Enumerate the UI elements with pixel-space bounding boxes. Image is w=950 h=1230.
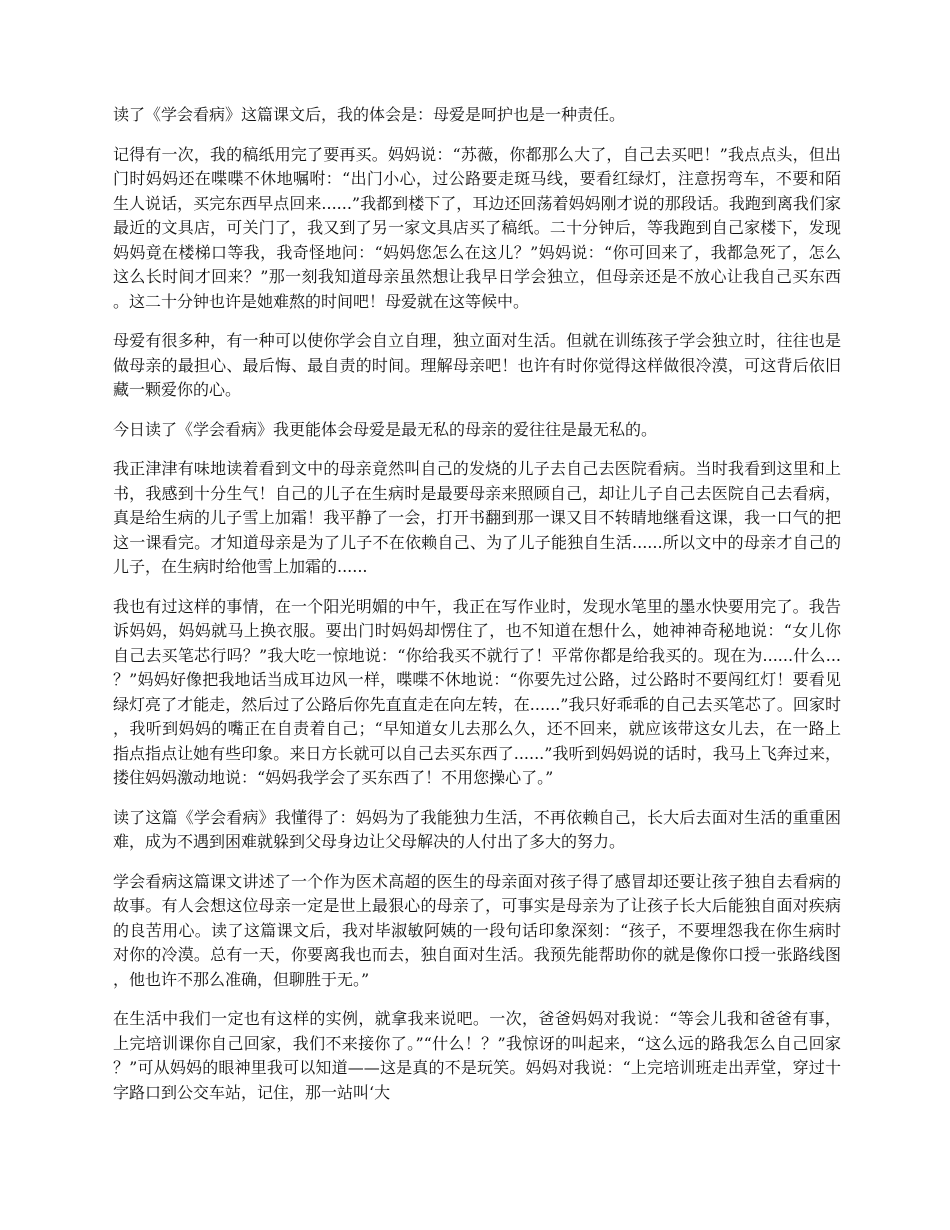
paragraph-1: 读了《学会看病》这篇课文后，我的体会是：母爱是呵护也是一种责任。	[113, 105, 626, 124]
paragraph-4: 今日读了《学会看病》我更能体会母爱是最无私的母亲的爱往往是最无私的。	[113, 419, 658, 439]
paragraph-2: 记得有一次，我的稿纸用完了要再买。妈妈说：“苏薇，你都那么大了，自己去买吧！”我点点头，但出门时妈妈还在喋喋不休地嘱咐：“出门小心，过公路要走斑马线，要看红绿灯，注意拐弯车，不要和陌生人说话，买完东西早点回来......”我都到楼下了，耳边还回荡着妈妈刚才说的那段话。我跑到离我们家最近的文具店，可关门了，我又到了另一家文具店买了稿纸。二十分钟后，等我跑到自己家楼下，发现妈妈竟在楼梯口等我，我奇怪地问：“妈妈您怎么在这儿？”妈妈说：“你可回来了，我都急死了，怎么这么长时间才回来？”那一刻我知道母亲虽然想让我早日学会独立，但母亲还是不放心让我自己买东西。这二十分钟也许是她难熬的时间吧！母爱就在这等候中。	[113, 144, 841, 311]
paragraph-9: 在生活中我们一定也有这样的实例，就拿我来说吧。一次，爸爸妈妈对我说：“等会儿我和爸爸有事，上完培训课你自己回家，我们不来接你了。”“什么！？”我惊讶的叫起来，“这么远的路我怎么自己回家？”可从妈妈的眼神里我可以知道——这是真的不是玩笑。妈妈对我说：“上完培训班走出弄堂，穿过十字路口到公交车站，记住，那一站叫‘大	[113, 1009, 841, 1102]
paragraph-8: 学会看病这篇课文讲述了一个作为医术高超的医生的母亲面对孩子得了感冒却还要让孩子独自去看病的故事。有人会想这位母亲一定是世上最狠心的母亲了，可事实是母亲为了让孩子长大后能独自面对疾病的良苦用心。读了这篇课文后，我对毕淑敏阿姨的一段句话印象深刻：“孩子，不要埋怨我在你生病时对你的冷漠。总有一天，你要离我也而去，独自面对生活。我预先能帮助你的就是像你口授一张路线图，他也许不那么准确，但聊胜于无。”	[113, 871, 841, 989]
paragraph-5: 我正津津有味地读着看到文中的母亲竟然叫自己的发烧的儿子去自己去医院看病。当时我看到这里和上书，我感到十分生气！自己的儿子在生病时是最要母亲来照顾自己，却让儿子自己去医院自己去看病，真是给生病的儿子雪上加霜！我平静了一会，打开书翻到那一课又目不转睛地继看这课，我一口气的把这一课看完。才知道母亲是为了儿子不在依赖自己、为了儿子能独自生活......所以文中的母亲才自己的儿子，在生病时给他雪上加霜的......	[113, 459, 841, 576]
paragraph-3: 母爱有很多种，有一种可以使你学会自立自理，独立面对生活。但就在训练孩子学会独立时，往往也是做母亲的最担心、最后悔、最自责的时间。理解母亲吧！也许有时你觉得这样做很冷漠，可这背后依旧藏一颗爱你的心。	[113, 331, 841, 399]
paragraph-6: 我也有过这样的事情，在一个阳光明媚的中午，我正在写作业时，发现水笔里的墨水快要用完了。我告诉妈妈，妈妈就马上换衣服。要出门时妈妈却愣住了，也不知道在想什么，她神神奇秘地说：“女儿你自己去买笔芯行吗？”我大吃一惊地说：“你给我买不就行了！平常你都是给我买的。现在为......什么...？”妈妈好像把我地话当成耳边风一样，喋喋不休地说：“你要先过公路，过公路时不要闯红灯！要看见绿灯亮了才能走，然后过了公路后你先直直走在向左转，在......”我只好乖乖的自己去买笔芯了。回家时，我听到妈妈的嘴正在自责着自己；“早知道女儿去那么久，还不回来，就应该带这女儿去，在一路上指点指点让她有些印象。来日方长就可以自己去买东西了......”我听到妈妈说的话时，我马上飞奔过来，搂住妈妈激动地说：“妈妈我学会了买东西了！不用您操心了。”	[113, 596, 841, 787]
document-body	[113, 103, 841, 1120]
paragraph-7: 读了这篇《学会看病》我懂得了：妈妈为了我能独力生活，不再依赖自己，长大后去面对生活的重重困难，成为不遇到困难就躲到父母身边让父母解决的人付出了多大的努力。	[113, 807, 841, 851]
